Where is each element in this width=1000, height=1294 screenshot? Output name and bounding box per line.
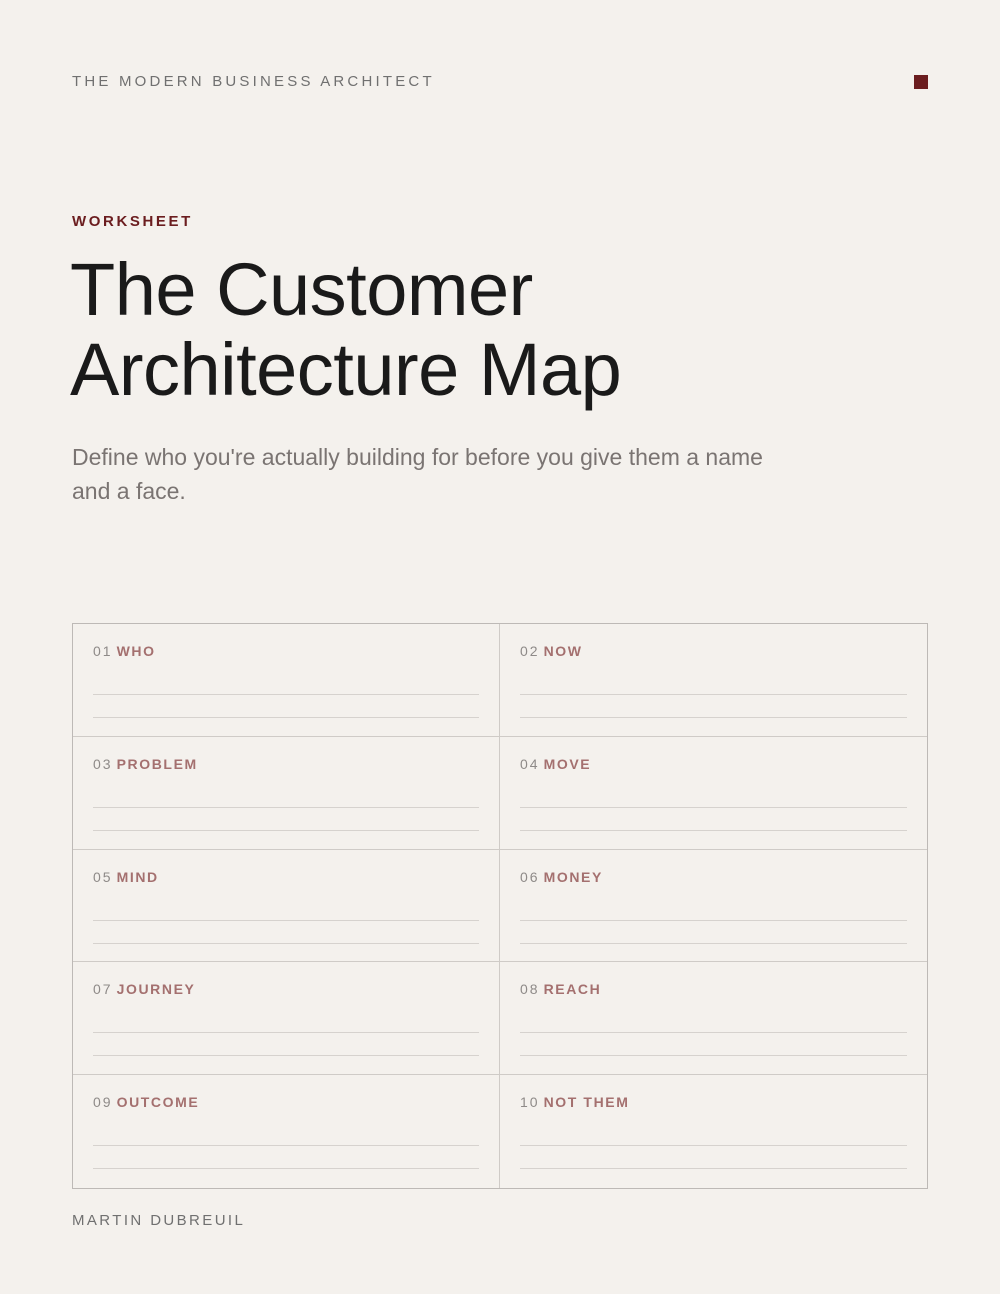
- writing-line: [520, 1055, 907, 1056]
- cell-name: OUTCOME: [116, 1094, 200, 1111]
- writing-line: [93, 1055, 479, 1056]
- cell-number: 02: [520, 643, 540, 659]
- writing-line: [520, 830, 907, 831]
- brand-mark-square: [914, 75, 928, 89]
- writing-line: [520, 1032, 907, 1033]
- cell-number: 07: [93, 981, 113, 998]
- writing-line: [520, 807, 907, 808]
- worksheet-cell-who[interactable]: [73, 624, 500, 737]
- cell-name: MONEY: [543, 868, 603, 885]
- cell-label: [93, 1094, 199, 1110]
- cell-name: MIND: [116, 868, 159, 885]
- worksheet-cell-money[interactable]: [500, 850, 927, 963]
- cell-label: [520, 869, 603, 885]
- cell-label: [520, 643, 583, 659]
- worksheet-cell-not-them[interactable]: [500, 1075, 927, 1188]
- writing-line: [93, 807, 479, 808]
- writing-line: [520, 943, 907, 944]
- cell-label: [520, 1094, 629, 1110]
- author-name: MARTIN DUBREUIL: [72, 1212, 246, 1229]
- writing-line: [93, 717, 479, 718]
- page-title: [70, 250, 621, 410]
- worksheet-cell-outcome[interactable]: [73, 1075, 500, 1188]
- worksheet-cell-mind[interactable]: [73, 850, 500, 963]
- cell-number: 08: [520, 981, 540, 998]
- cell-label: [520, 756, 591, 772]
- cell-number: 05: [93, 868, 113, 885]
- writing-line: [93, 943, 479, 944]
- brand-name: THE MODERN BUSINESS ARCHITECT: [72, 73, 435, 90]
- worksheet-cell-now[interactable]: [500, 624, 927, 737]
- cell-name: NOW: [543, 643, 583, 659]
- worksheet-cell-reach[interactable]: [500, 962, 927, 1075]
- eyebrow-label: WORKSHEET: [72, 213, 193, 230]
- writing-line: [520, 1168, 907, 1169]
- page-title-line-1: The Customer: [70, 248, 533, 331]
- writing-line: [93, 1168, 479, 1169]
- cell-number: 03: [93, 755, 113, 772]
- page-title-line-2: Architecture Map: [70, 328, 622, 411]
- writing-line: [93, 1032, 479, 1033]
- cell-number: 01: [93, 643, 113, 659]
- writing-line: [93, 830, 479, 831]
- cell-number: 06: [520, 868, 540, 885]
- cell-name: JOURNEY: [116, 981, 196, 998]
- writing-line: [520, 920, 907, 921]
- cell-label: [93, 756, 198, 772]
- worksheet-cell-problem[interactable]: [73, 737, 500, 850]
- cell-name: REACH: [543, 981, 602, 998]
- cell-number: 09: [93, 1094, 113, 1111]
- writing-line: [520, 717, 907, 718]
- cell-label: [93, 643, 156, 659]
- cell-label: [93, 869, 159, 885]
- cell-name: PROBLEM: [116, 755, 198, 772]
- writing-line: [520, 694, 907, 695]
- cell-name: WHO: [116, 643, 156, 659]
- cell-name: NOT THEM: [543, 1094, 630, 1111]
- writing-line: [93, 1145, 479, 1146]
- writing-line: [520, 1145, 907, 1146]
- cell-label: [520, 981, 601, 997]
- worksheet-cell-move[interactable]: [500, 737, 927, 850]
- cell-name: MOVE: [543, 755, 592, 772]
- writing-line: [93, 920, 479, 921]
- cell-label: [93, 981, 195, 997]
- worksheet-grid: [72, 623, 928, 1189]
- page-subtitle: Define who you're actually building for before you give them a name and a face.: [72, 444, 763, 504]
- worksheet-cell-journey[interactable]: [73, 962, 500, 1075]
- cell-number: 04: [520, 755, 540, 772]
- cell-number: 10: [520, 1094, 540, 1111]
- writing-line: [93, 694, 479, 695]
